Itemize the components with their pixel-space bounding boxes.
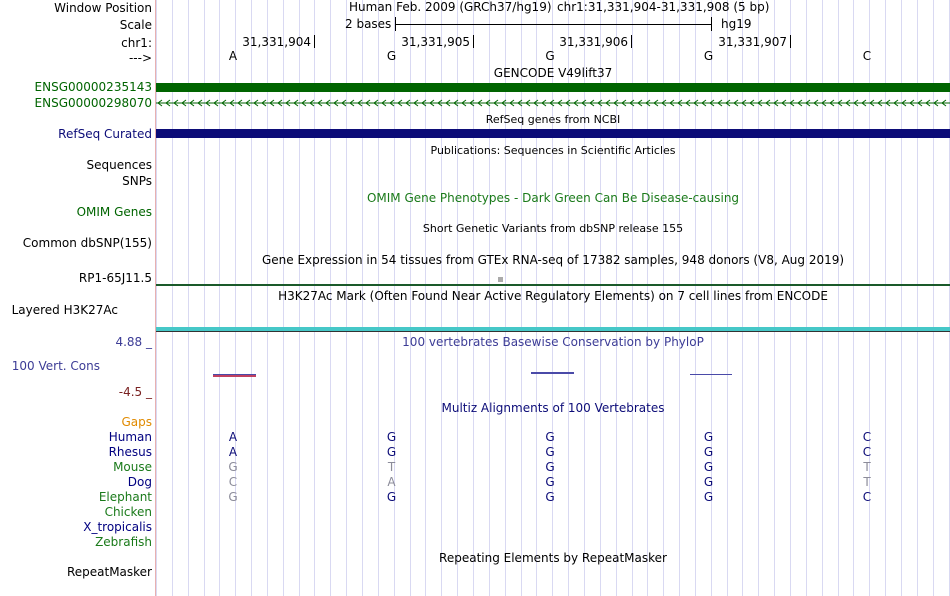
- species-label-chicken[interactable]: Chicken: [104, 505, 152, 519]
- coordinate-tick: [631, 35, 632, 48]
- common-dbsnp-label[interactable]: Common dbSNP(155): [22, 236, 152, 250]
- alignment-base: G: [545, 430, 555, 444]
- gencode-gene-bar[interactable]: [156, 83, 950, 92]
- gencode-track-title: GENCODE V49lift37: [493, 66, 613, 80]
- multiz-track-title: Multiz Alignments of 100 Vertebrates: [441, 401, 665, 415]
- reference-base: C: [862, 49, 872, 63]
- gtex-track-title: Gene Expression in 54 tissues from GTEx RNA-seq of 17382 samples, 948 donors (V8, Aug 2019): [261, 253, 845, 267]
- omim-track-title: OMIM Gene Phenotypes - Dark Green Can Be Disease-causing: [366, 191, 740, 205]
- db-label: hg19: [721, 17, 752, 31]
- repeatmasker-label[interactable]: RepeatMasker: [66, 565, 152, 579]
- reference-base: G: [386, 49, 397, 63]
- species-label-x_tropicalis[interactable]: X_tropicalis: [83, 520, 152, 534]
- coordinate-tick: [314, 35, 315, 48]
- gtex-gene-label[interactable]: RP1-65J11.5: [78, 271, 152, 285]
- alignment-base: G: [228, 490, 238, 504]
- phylop-value-4: [690, 374, 732, 375]
- alignment-base: G: [545, 475, 555, 489]
- gene-label-ensg00000298070[interactable]: ENSG00000298070: [34, 96, 152, 110]
- alignment-base: G: [703, 430, 714, 444]
- species-label-mouse[interactable]: Mouse: [113, 460, 152, 474]
- publications-track-title: Publications: Sequences in Scientific Articles: [430, 144, 676, 157]
- sequences-label[interactable]: Sequences: [86, 158, 152, 172]
- alignment-base: C: [228, 475, 238, 489]
- phylop-value-1: [213, 375, 256, 377]
- repeatmasker-track-title: Repeating Elements by RepeatMasker: [439, 551, 667, 565]
- alignment-base: T: [387, 460, 396, 474]
- refseq-gene-bar[interactable]: [156, 129, 950, 138]
- coordinate-tick: [473, 35, 474, 48]
- alignment-base: G: [545, 445, 555, 459]
- alignment-base: C: [862, 445, 872, 459]
- snps-label[interactable]: SNPs: [122, 174, 152, 188]
- alignment-base: A: [228, 430, 238, 444]
- phylop-track-title: 100 vertebrates Basewise Conservation by PhyloP: [402, 335, 704, 349]
- species-label-zebrafish[interactable]: Zebrafish: [95, 535, 152, 549]
- gencode-intron-line[interactable]: [156, 98, 950, 108]
- chr-label: chr1:: [121, 36, 152, 50]
- reference-base: A: [228, 49, 238, 63]
- alignment-base: G: [703, 460, 714, 474]
- h3k27ac-baseline: [156, 331, 950, 332]
- phylop-value-3: [531, 372, 574, 374]
- species-label-elephant[interactable]: Elephant: [98, 490, 152, 504]
- track-label-column: [0, 0, 155, 596]
- refseq-curated-label[interactable]: RefSeq Curated: [58, 127, 152, 141]
- alignment-base: C: [862, 490, 872, 504]
- alignment-base: G: [228, 460, 238, 474]
- alignment-base: A: [387, 475, 396, 489]
- alignment-base: G: [703, 475, 714, 489]
- browser-track-area[interactable]: [156, 0, 950, 596]
- species-label-dog[interactable]: Dog: [127, 475, 152, 489]
- coordinate-tick: [790, 35, 791, 48]
- phylop-value-1-cap: [213, 374, 256, 375]
- coordinate-label: 31,331,905: [401, 35, 470, 49]
- alignment-base: G: [703, 445, 714, 459]
- gtex-expression-marker[interactable]: [498, 277, 503, 282]
- alignment-base: G: [545, 460, 555, 474]
- layered-h3k27ac-label[interactable]: Layered H3K27Ac: [11, 303, 118, 317]
- assembly-title: Human Feb. 2009 (GRCh37/hg19): [349, 0, 552, 14]
- coordinate-label: 31,331,906: [559, 35, 628, 49]
- coordinate-label: 31,331,907: [718, 35, 787, 49]
- alignment-base: A: [228, 445, 238, 459]
- coordinate-label: 31,331,904: [242, 35, 311, 49]
- alignment-base: G: [386, 430, 397, 444]
- alignment-base: G: [386, 490, 397, 504]
- gene-label-ensg00000235143[interactable]: ENSG00000235143: [34, 80, 152, 94]
- alignment-base: G: [386, 445, 397, 459]
- scale-text: 2 bases: [345, 17, 392, 31]
- phylop-max-label: 4.88 _: [115, 335, 152, 349]
- scale-label: Scale: [119, 18, 152, 32]
- reference-base: G: [703, 49, 714, 63]
- alignment-base: T: [863, 475, 871, 489]
- phylop-wiggle[interactable]: [156, 368, 950, 382]
- alignment-base: C: [862, 430, 872, 444]
- phylop-min-label: -4.5 _: [118, 385, 152, 399]
- omim-genes-label[interactable]: OMIM Genes: [76, 205, 152, 219]
- alignment-base: G: [545, 490, 555, 504]
- dbsnp-track-title: Short Genetic Variants from dbSNP release 155: [422, 222, 684, 235]
- vert-cons-label[interactable]: 100 Vert. Cons: [11, 359, 100, 373]
- gtex-baseline: [156, 284, 950, 286]
- species-label-rhesus[interactable]: Rhesus: [108, 445, 152, 459]
- reference-base: G: [545, 49, 555, 63]
- h3k27ac-track-title: H3K27Ac Mark (Often Found Near Active Regulatory Elements) on 7 cell lines from ENCODE: [278, 289, 828, 303]
- refseq-track-title: RefSeq genes from NCBI: [485, 113, 621, 126]
- gaps-label[interactable]: Gaps: [121, 415, 152, 429]
- window-position-label: Window Position: [54, 1, 152, 15]
- species-label-human[interactable]: Human: [108, 430, 152, 444]
- strand-label[interactable]: --->: [128, 51, 152, 65]
- alignment-base: G: [703, 490, 714, 504]
- alignment-base: T: [863, 460, 871, 474]
- window-position-value: chr1:31,331,904-31,331,908 (5 bp): [557, 0, 770, 14]
